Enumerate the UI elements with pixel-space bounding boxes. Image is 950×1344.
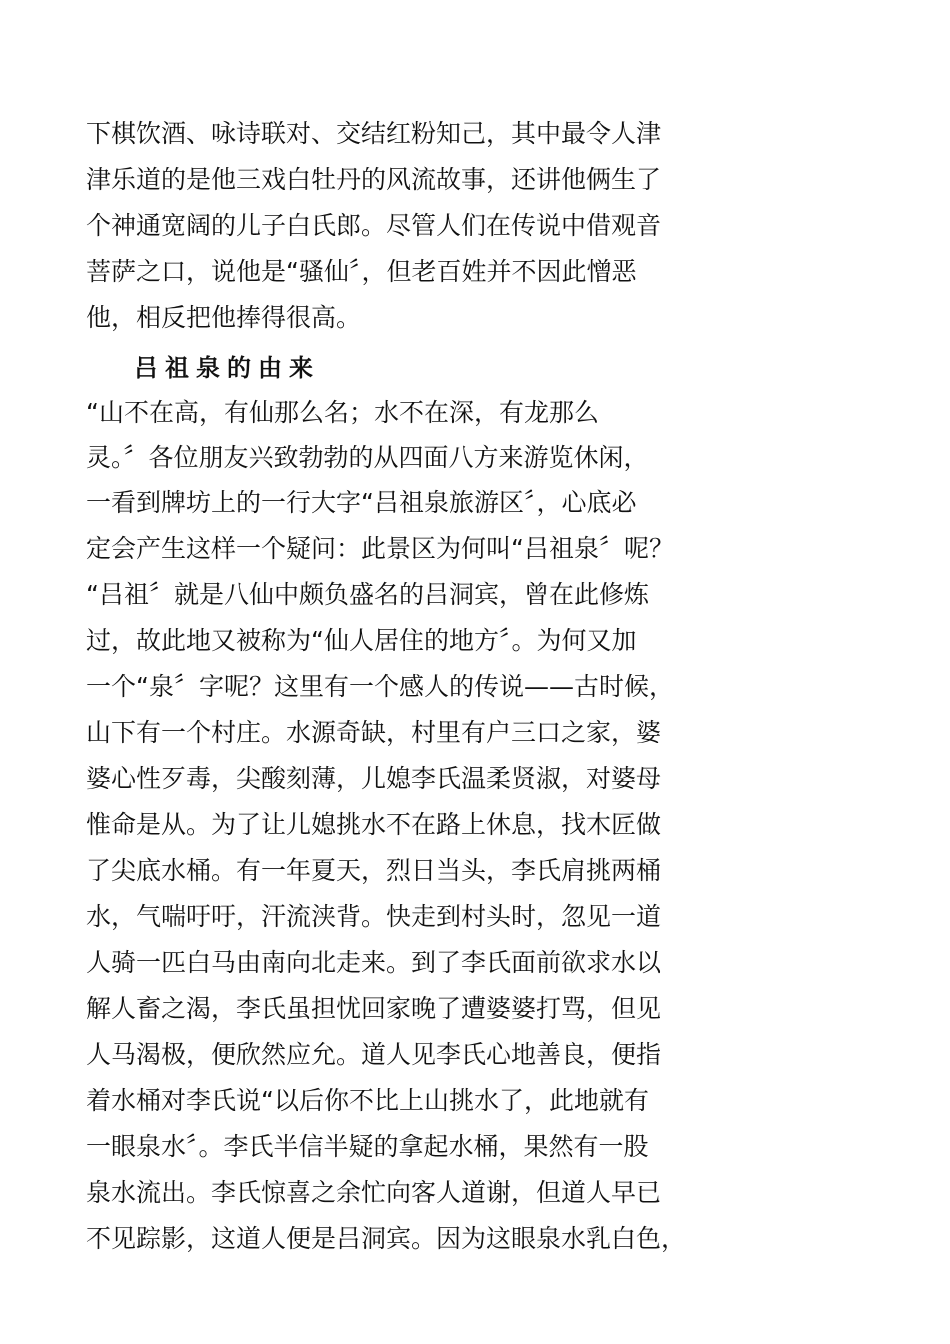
line-text: 人马渴极，便欣然应允。道人见李氏心地善良，便指 (86, 1040, 662, 1069)
line-text: 一眼泉水〞。李氏半信半疑的拿起水桶，果然有一股 (86, 1132, 649, 1161)
text-line (86, 805, 886, 845)
text-line (86, 160, 886, 200)
text-line (86, 1173, 886, 1213)
line-text: 定会产生这样一个疑问：此景区为何叫“吕祖泉〞呢？ (86, 534, 674, 563)
text-line (86, 989, 886, 1029)
line-text: 不见踪影，这道人便是吕洞宾。因为这眼泉水乳白色， (86, 1224, 687, 1253)
line-text: 解人畜之渴，李氏虽担忧回家晚了遭婆婆打骂，但见 (86, 994, 662, 1023)
text-line (86, 713, 886, 753)
line-text: 过，故此地又被称为“仙人居住的地方〞。为何又加 (86, 626, 637, 655)
line-text: “吕祖〞就是八仙中颇负盛名的吕洞宾，曾在此修炼 (86, 580, 649, 609)
line-text: 个神通宽阔的儿子白氏郎。尽管人们在传说中借观音 (86, 211, 662, 240)
line-text: “山不在高，有仙那么名；水不在深，有龙那么 (86, 398, 599, 427)
text-line (86, 252, 886, 292)
text-line (86, 1219, 886, 1259)
line-text: 一看到牌坊上的一行大字“吕祖泉旅游区〞，心底必 (86, 488, 637, 517)
text-line (86, 943, 886, 983)
line-text: 菩萨之口，说他是“骚仙〞，但老百姓并不因此憎恶 (86, 257, 637, 286)
text-line (86, 114, 886, 154)
section-heading: 吕祖泉的由来 (134, 354, 320, 382)
text-line (86, 298, 886, 338)
line-text: 人骑一匹白马由南向北走来。到了李氏面前欲求水以 (86, 948, 662, 977)
text-line (86, 1081, 886, 1121)
text-line (86, 206, 886, 246)
text-line (86, 438, 886, 478)
line-text: 他，相反把他捧得很高。 (86, 303, 362, 332)
text-line (86, 1035, 886, 1075)
text-line (86, 1127, 886, 1167)
line-text: 婆心性歹毒，尖酸刻薄，儿媳李氏温柔贤淑，对婆母 (86, 764, 662, 793)
text-line (86, 759, 886, 799)
line-text: 下棋饮酒、咏诗联对、交结红粉知己，其中最令人津 (86, 119, 662, 148)
text-line (86, 897, 886, 937)
text-line (86, 529, 886, 569)
text-line (86, 483, 886, 523)
line-text: 山下有一个村庄。水源奇缺，村里有户三口之家，婆 (86, 718, 662, 747)
text-line (86, 667, 886, 707)
text-line (86, 393, 886, 433)
text-line (86, 621, 886, 661)
line-text: 津乐道的是他三戏白牡丹的风流故事，还讲他俩生了 (86, 165, 662, 194)
text-line (86, 851, 886, 891)
line-text: 水，气喘吁吁，汗流浃背。快走到村头时，忽见一道 (86, 902, 662, 931)
line-text: 着水桶对李氏说“以后你不比上山挑水了，此地就有 (86, 1086, 649, 1115)
line-text: 灵。〞各位朋友兴致勃勃的从四面八方来游览休闲， (86, 443, 649, 472)
line-text: 惟命是从。为了让儿媳挑水不在路上休息，找木匠做 (86, 810, 662, 839)
line-text: 泉水流出。李氏惊喜之余忙向客人道谢，但道人早已 (86, 1178, 662, 1207)
line-text: 了尖底水桶。有一年夏天，烈日当头，李氏肩挑两桶 (86, 856, 662, 885)
text-line (86, 575, 886, 615)
line-text: 一个“泉〞字呢？这里有一个感人的传说——古时候， (86, 672, 674, 701)
